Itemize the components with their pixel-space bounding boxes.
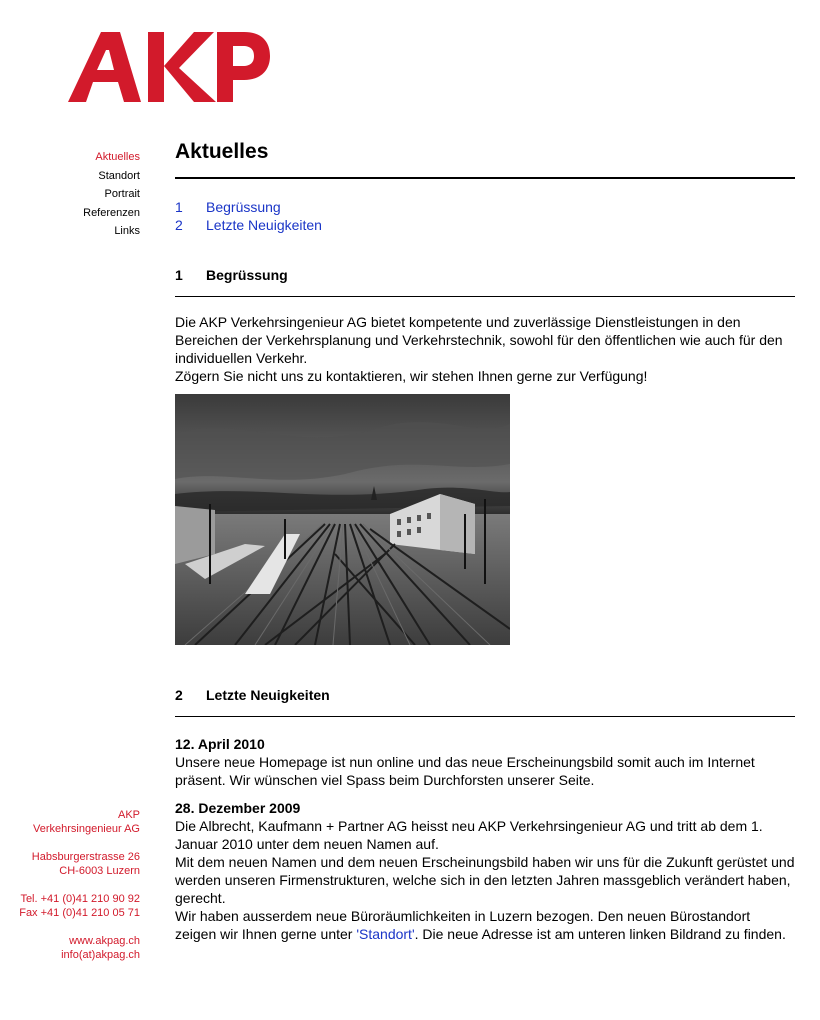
news-date: 12. April 2010 — [175, 736, 265, 752]
news-date: 28. Dezember 2009 — [175, 800, 301, 816]
section-heading-neuigkeiten: 2 Letzte Neuigkeiten — [175, 687, 330, 703]
railway-yard-photo — [175, 394, 510, 645]
main-nav — [0, 148, 140, 241]
section-divider — [175, 296, 795, 297]
title-divider — [175, 177, 795, 179]
section-divider — [175, 716, 795, 717]
section-heading-begruessung: 1 Begrüssung — [175, 267, 288, 283]
address-web[interactable]: www.akpag.ch — [69, 935, 140, 947]
address-fax: Fax +41 (0)41 210 05 71 — [19, 907, 140, 919]
address-company: AKP — [117, 809, 140, 821]
nav-item-aktuelles[interactable]: Aktuelles — [95, 151, 140, 163]
akp-logo[interactable] — [68, 30, 270, 104]
page-title: Aktuelles — [175, 140, 269, 163]
toc-item-begruessung[interactable]: 1 Begrüssung — [175, 199, 281, 215]
nav-item-standort[interactable]: Standort — [98, 169, 140, 182]
news-text: Die Albrecht, Kaufmann + Partner AG heisst neu AKP Verkehrsingenieur AG und tritt ab dem 1. Januar 2010 unter dem neuen Namen auf. — [175, 818, 763, 852]
news-text: Mit dem neuen Namen und dem neuen Erscheinungsbild haben wir uns für die Zukunft gerüstet und werden unseren Firmenstrukturen, welche sich in den letzten Jahren massgeblich verändert haben, gerecht. — [175, 854, 795, 906]
intro-paragraph: Die AKP Verkehrsingenieur AG bietet kompetente und zuverlässige Dienstleistungen in den Bereichen der Verkehrsplanung und Verkehrstechnik, sowohl für den öffentlichen wie auch für den individuellen Verkehr. — [175, 314, 783, 366]
contact-paragraph: Zögern Sie nicht uns zu kontaktieren, wir stehen Ihnen gerne zur Verfügung! — [175, 368, 648, 384]
standort-link[interactable]: 'Standort' — [356, 926, 415, 942]
nav-item-portrait[interactable]: Portrait — [104, 188, 140, 200]
news-text: Wir haben ausserdem neue Büroräumlichkeiten in Luzern bezogen. Den neuen Bürostandort zeigen wir Ihnen gerne unter 'Standort'. Die neue Adresse ist am unteren linken Bildrand zu finden. — [175, 908, 786, 942]
address-tel: Tel. +41 (0)41 210 90 92 — [20, 893, 140, 905]
table-of-contents — [175, 198, 795, 234]
company-address — [0, 808, 140, 962]
address-city: CH-6003 Luzern — [59, 865, 140, 877]
toc-item-neuigkeiten[interactable]: 2 Letzte Neuigkeiten — [175, 217, 322, 233]
main-content — [175, 138, 795, 943]
address-email[interactable]: info(at)akpag.ch — [61, 949, 140, 961]
nav-item-links[interactable]: Links — [114, 225, 140, 237]
address-company-full: Verkehrsingenieur AG — [32, 823, 140, 835]
news-text: Unsere neue Homepage ist nun online und das neue Erscheinungsbild somit auch im Internet präsent. Wir wünschen viel Spass beim Durchforsten unserer Seite. — [175, 754, 755, 788]
nav-item-referenzen[interactable]: Referenzen — [83, 206, 140, 219]
address-street: Habsburgerstrasse 26 — [31, 851, 140, 863]
